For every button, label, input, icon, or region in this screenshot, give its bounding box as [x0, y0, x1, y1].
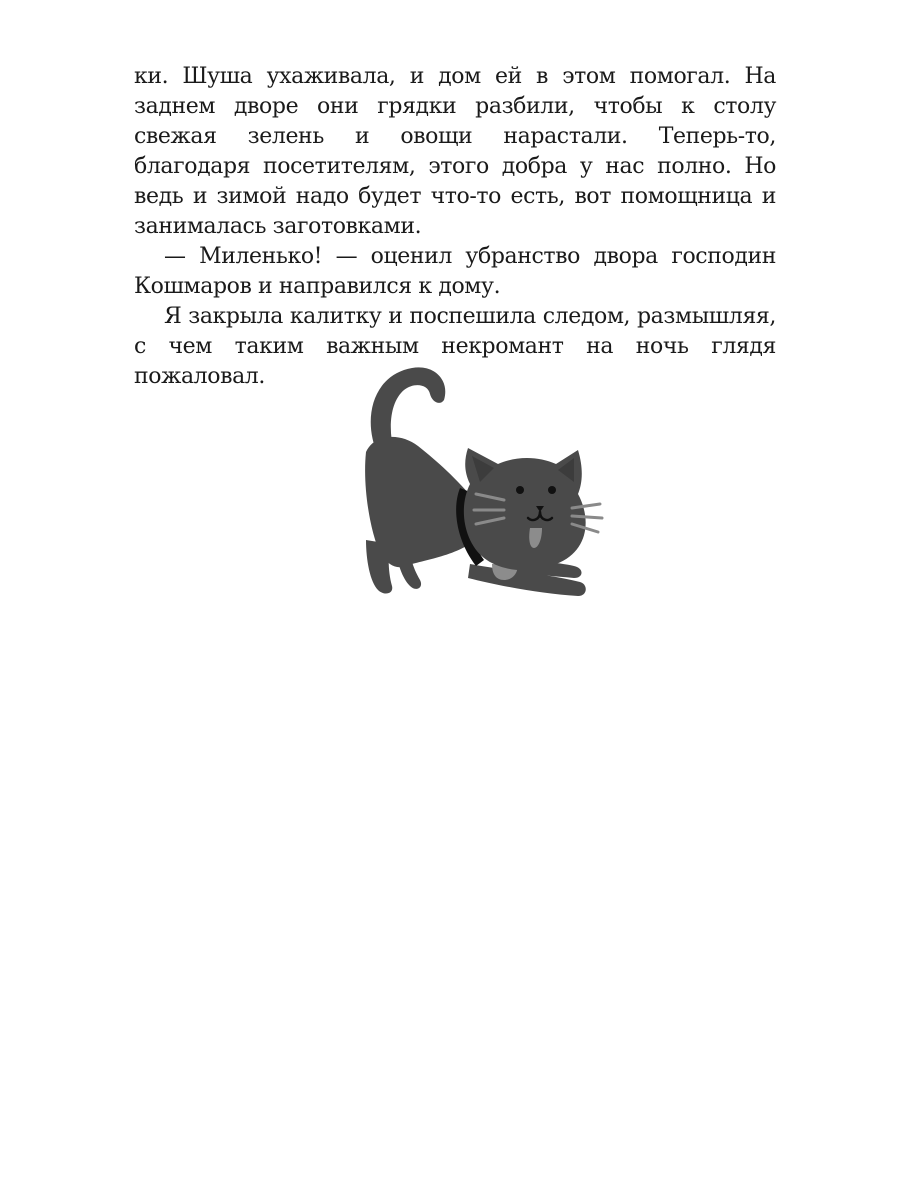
stretching-cat-icon — [352, 360, 612, 610]
paragraph: — Миленько! — оценил убранство двора господин Кошмаров и направился к дому. — [134, 244, 776, 299]
cat-back-leg — [366, 540, 392, 593]
page-text — [134, 62, 776, 392]
cat-eye-left — [516, 486, 524, 494]
cat-eye-right — [548, 486, 556, 494]
paragraph: Я закрыла калитку и поспешила следом, размышляя, с чем таким важным некромант на ночь глядя пожаловал. — [134, 304, 776, 389]
paragraph: ки. Шуша ухаживала, и дом ей в этом помогал. На заднем дворе они грядки разбили, чтобы к столу свежая зелень и овощи нарастали. Теперь-то, благодаря посетителям, этого добра у нас полно. Но ведь и зимой надо будет что-то есть, вот помощница и занималась заготовками. — [134, 64, 776, 239]
